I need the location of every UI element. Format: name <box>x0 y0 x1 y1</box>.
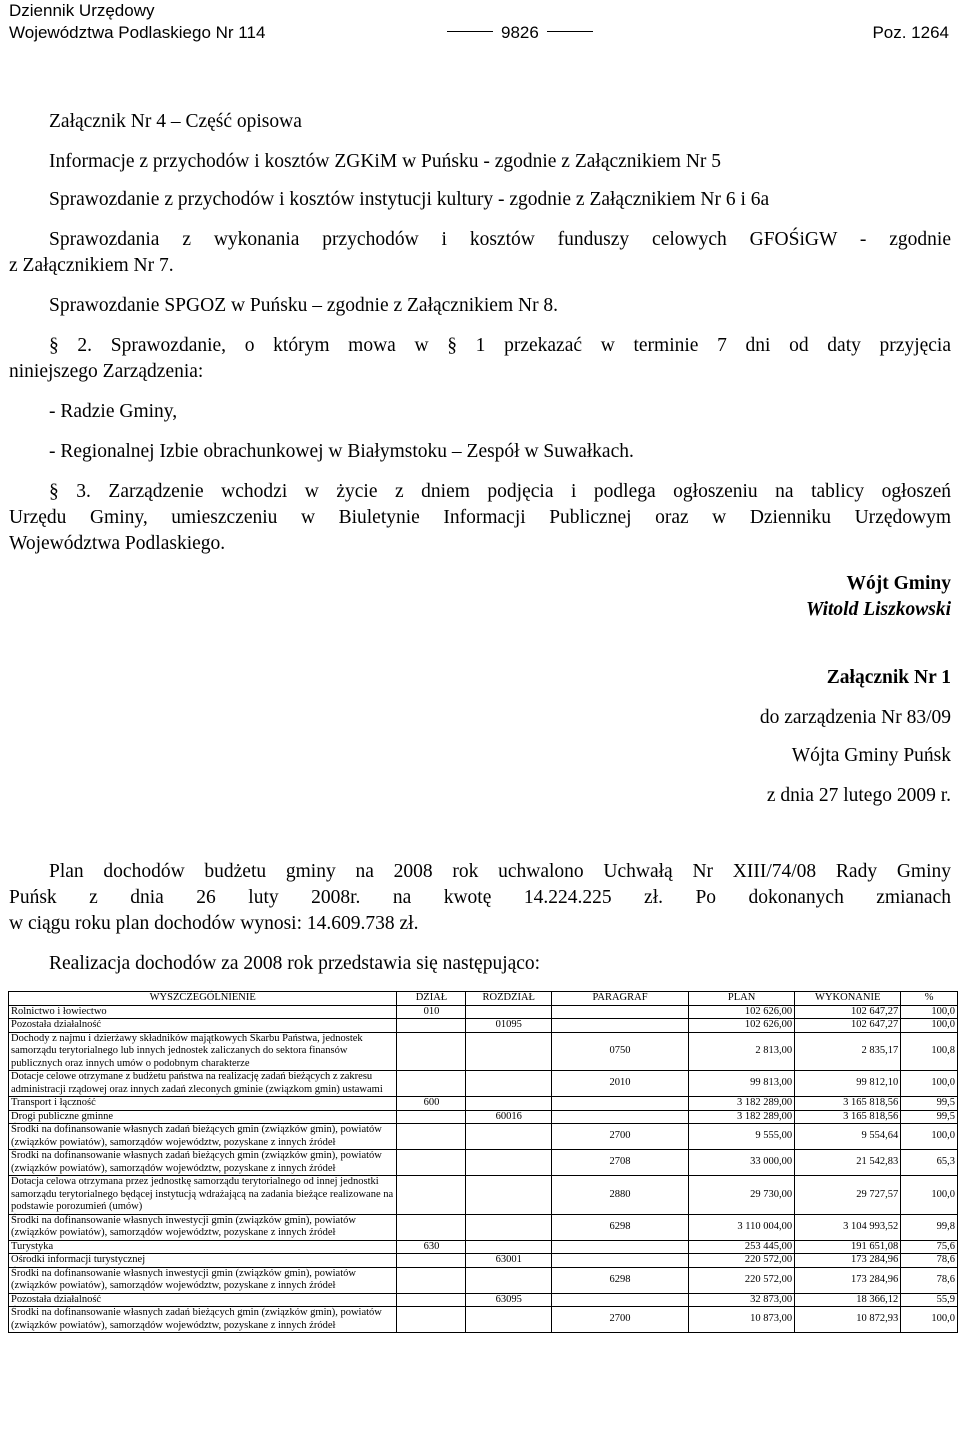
cell-description: Drogi publiczne gminne <box>9 1110 397 1124</box>
cell-plan: 10 873,00 <box>689 1307 795 1333</box>
paragraph-zgkim: Informacje z przychodów i kosztów ZGKiM w Puńsku - zgodnie z Załącznikiem Nr 5 <box>49 151 722 172</box>
cell-division <box>397 1176 466 1215</box>
cell-division <box>397 1032 466 1071</box>
cell-description: Środki na dofinansowanie własnych inwestycji gmin (związków gmin), powiatów (związków powiatów), samorządów województw, pozyskane z innych źródeł <box>9 1267 397 1293</box>
col-header-percent: % <box>901 992 958 1006</box>
cell-division <box>397 1293 466 1307</box>
cell-paragraph <box>552 1254 689 1268</box>
cell-description: Dotacje celowe otrzymane z budżetu państwa na realizację zadań bieżących z zakresu administracji rządowej oraz innych zadań zleconych gminie (związkom gmin) ustawami <box>9 1071 397 1097</box>
section-2-line2: niniejszego Zarządzenia: <box>9 361 204 382</box>
table-row <box>9 1110 958 1124</box>
cell-division <box>397 1150 466 1176</box>
cell-chapter <box>466 1124 552 1150</box>
cell-chapter <box>466 1240 552 1254</box>
cell-division <box>397 1267 466 1293</box>
section-2-line1: § 2. Sprawozdanie, o którym mowa w § 1 przekazać w terminie 7 dni od daty przyjęcia <box>49 335 951 356</box>
cell-plan: 33 000,00 <box>689 1150 795 1176</box>
cell-percent: 100,0 <box>901 1019 958 1033</box>
cell-execution: 102 647,27 <box>795 1005 901 1019</box>
cell-plan: 29 730,00 <box>689 1176 795 1215</box>
cell-plan: 102 626,00 <box>689 1005 795 1019</box>
cell-paragraph: 2708 <box>552 1150 689 1176</box>
cell-description: Rolnictwo i łowiectwo <box>9 1005 397 1019</box>
cell-plan: 99 813,00 <box>689 1071 795 1097</box>
cell-execution: 10 872,93 <box>795 1307 901 1333</box>
cell-percent: 99,5 <box>901 1110 958 1124</box>
cell-execution: 3 165 818,56 <box>795 1110 901 1124</box>
cell-chapter <box>466 1307 552 1333</box>
cell-description: Środki na dofinansowanie własnych zadań bieżących gmin (związków gmin), powiatów (związków powiatów), samorządów województw, pozyskane z innych źródeł <box>9 1124 397 1150</box>
signature-title: Wójt Gminy <box>846 573 951 594</box>
cell-execution: 191 651,08 <box>795 1240 901 1254</box>
cell-paragraph <box>552 1110 689 1124</box>
cell-percent: 75,6 <box>901 1240 958 1254</box>
cell-plan: 2 813,00 <box>689 1032 795 1071</box>
cell-execution: 99 812,10 <box>795 1071 901 1097</box>
plan-paragraph-line1: Plan dochodów budżetu gminy na 2008 rok uchwalono Uchwałą Nr XIII/74/08 Rady Gminy <box>49 861 951 882</box>
cell-paragraph: 0750 <box>552 1032 689 1071</box>
cell-plan: 3 182 289,00 <box>689 1097 795 1111</box>
section-3-line3: Województwa Podlaskiego. <box>9 533 226 554</box>
cell-execution: 173 284,96 <box>795 1254 901 1268</box>
table-row <box>9 1071 958 1097</box>
table-row <box>9 1019 958 1033</box>
cell-paragraph: 2700 <box>552 1124 689 1150</box>
cell-description: Turystyka <box>9 1240 397 1254</box>
cell-description: Transport i łączność <box>9 1097 397 1111</box>
cell-plan: 253 445,00 <box>689 1240 795 1254</box>
annex-1-ordinance: do zarządzenia Nr 83/09 <box>759 707 951 728</box>
cell-plan: 32 873,00 <box>689 1293 795 1307</box>
col-header-execution: WYKONANIE <box>795 992 901 1006</box>
section-3-line2: Urzędu Gminy, umieszczeniu w Biuletynie Informacji Publicznej oraz w Dzienniku Urzędowym <box>9 507 951 528</box>
cell-paragraph <box>552 1019 689 1033</box>
cell-division: 010 <box>397 1005 466 1019</box>
cell-plan: 3 182 289,00 <box>689 1110 795 1124</box>
paragraph-spgoz: Sprawozdanie SPGOZ w Puńsku – zgodnie z Załącznikiem Nr 8. <box>49 295 559 316</box>
recipient-list-item: - Regionalnej Izbie obrachunkowej w Białymstoku – Zespół w Suwałkach. <box>49 441 634 462</box>
cell-execution: 3 165 818,56 <box>795 1097 901 1111</box>
recipient-list-item: - Radzie Gminy, <box>49 401 178 422</box>
journal-title: Dziennik Urzędowy <box>9 1 155 20</box>
page-header <box>9 0 949 44</box>
table-body <box>9 1005 958 1333</box>
cell-plan: 220 572,00 <box>689 1267 795 1293</box>
table-row <box>9 1124 958 1150</box>
cell-chapter <box>466 1150 552 1176</box>
cell-chapter <box>466 1071 552 1097</box>
cell-percent: 100,0 <box>901 1124 958 1150</box>
cell-division <box>397 1071 466 1097</box>
table-row <box>9 1307 958 1333</box>
paragraph-culture: Sprawozdanie z przychodów i kosztów instytucji kultury - zgodnie z Załącznikiem Nr 6 i 6a <box>49 189 770 210</box>
cell-paragraph <box>552 1293 689 1307</box>
cell-percent: 100,0 <box>901 1176 958 1215</box>
cell-chapter <box>466 1005 552 1019</box>
cell-division: 630 <box>397 1240 466 1254</box>
cell-execution: 3 104 993,52 <box>795 1214 901 1240</box>
table-row <box>9 1240 958 1254</box>
cell-plan: 9 555,00 <box>689 1124 795 1150</box>
cell-execution: 21 542,83 <box>795 1150 901 1176</box>
cell-chapter <box>466 1267 552 1293</box>
cell-percent: 78,6 <box>901 1254 958 1268</box>
table-row <box>9 1214 958 1240</box>
paragraph-funds-line2: z Załącznikiem Nr 7. <box>9 255 174 276</box>
paragraph-funds-line1: Sprawozdania z wykonania przychodów i kosztów funduszy celowych GFOŚiGW - zgodnie <box>49 229 951 250</box>
cell-plan: 102 626,00 <box>689 1019 795 1033</box>
cell-plan: 3 110 004,00 <box>689 1214 795 1240</box>
cell-description: Środki na dofinansowanie własnych zadań bieżących gmin (związków gmin), powiatów (związków powiatów), samorządów województw, pozyskane z innych źródeł <box>9 1307 397 1333</box>
cell-paragraph <box>552 1097 689 1111</box>
cell-percent: 100,8 <box>901 1032 958 1071</box>
table-row <box>9 1293 958 1307</box>
table-row <box>9 1176 958 1215</box>
journal-subtitle: Województwa Podlaskiego Nr 114 <box>9 23 266 42</box>
cell-division <box>397 1124 466 1150</box>
table-row <box>9 1032 958 1071</box>
table-row <box>9 1254 958 1268</box>
cell-paragraph: 6298 <box>552 1267 689 1293</box>
cell-execution: 9 554,64 <box>795 1124 901 1150</box>
page-number-dash-right <box>547 31 593 32</box>
col-header-paragraph: PARAGRAF <box>552 992 689 1006</box>
cell-percent: 100,0 <box>901 1071 958 1097</box>
cell-chapter <box>466 1032 552 1071</box>
cell-paragraph: 6298 <box>552 1214 689 1240</box>
col-header-plan: PLAN <box>689 992 795 1006</box>
annex-1-date: z dnia 27 lutego 2009 r. <box>766 785 951 806</box>
cell-division <box>397 1214 466 1240</box>
cell-execution: 29 727,57 <box>795 1176 901 1215</box>
cell-description: Pozostała działalność <box>9 1293 397 1307</box>
annex-1-authority: Wójta Gminy Puńsk <box>791 745 951 766</box>
page-number: 9826 <box>501 23 539 42</box>
cell-description: Pozostała działalność <box>9 1019 397 1033</box>
cell-percent: 99,5 <box>901 1097 958 1111</box>
cell-execution: 2 835,17 <box>795 1032 901 1071</box>
cell-percent: 55,9 <box>901 1293 958 1307</box>
income-table <box>8 991 958 1333</box>
col-header-description: WYSZCZEGÓLNIENIE <box>9 992 397 1006</box>
position-number: Poz. 1264 <box>872 23 949 42</box>
cell-paragraph: 2880 <box>552 1176 689 1215</box>
plan-paragraph-line3: w ciągu roku plan dochodów wynosi: 14.609.738 zł. <box>9 913 419 934</box>
cell-execution: 102 647,27 <box>795 1019 901 1033</box>
cell-paragraph <box>552 1240 689 1254</box>
table-header-row <box>9 992 958 1006</box>
cell-division <box>397 1019 466 1033</box>
cell-description: Dotacja celowa otrzymana przez jednostkę samorządu terytorialnego od innej jednostki samorządu terytorialnego będącej instytucją wdrażającą na zadania bieżące realizowane na podstawie porozumień (umów) <box>9 1176 397 1215</box>
realization-intro: Realizacja dochodów za 2008 rok przedstawia się następująco: <box>49 953 541 974</box>
cell-description: Dochody z najmu i dzierżawy składników majątkowych Skarbu Państwa, jednostek samorządu terytorialnego lub innych jednostek zaliczanych do sektora finansów publicznych oraz innych umów o podobnym charakterze <box>9 1032 397 1071</box>
cell-chapter: 63001 <box>466 1254 552 1268</box>
cell-chapter <box>466 1097 552 1111</box>
table-row <box>9 1267 958 1293</box>
cell-division <box>397 1307 466 1333</box>
cell-chapter <box>466 1176 552 1215</box>
cell-division: 600 <box>397 1097 466 1111</box>
cell-percent: 78,6 <box>901 1267 958 1293</box>
cell-chapter: 60016 <box>466 1110 552 1124</box>
col-header-chapter: ROZDZIAŁ <box>466 992 552 1006</box>
cell-paragraph <box>552 1005 689 1019</box>
table-row <box>9 1097 958 1111</box>
annex-1-title: Załącznik Nr 1 <box>826 667 951 688</box>
cell-paragraph: 2010 <box>552 1071 689 1097</box>
table-row <box>9 1005 958 1019</box>
cell-execution: 18 366,12 <box>795 1293 901 1307</box>
cell-paragraph: 2700 <box>552 1307 689 1333</box>
cell-division <box>397 1254 466 1268</box>
cell-plan: 220 572,00 <box>689 1254 795 1268</box>
signature-name: Witold Liszkowski <box>805 599 951 620</box>
plan-paragraph-line2: Puńsk z dnia 26 luty 2008r. na kwotę 14.224.225 zł. Po dokonanych zmianach <box>9 887 951 908</box>
annex-4-title: Załącznik Nr 4 – Część opisowa <box>49 111 302 132</box>
table-row <box>9 1150 958 1176</box>
col-header-division: DZIAŁ <box>397 992 466 1006</box>
cell-chapter: 01095 <box>466 1019 552 1033</box>
cell-description: Środki na dofinansowanie własnych zadań bieżących gmin (związków gmin), powiatów (związków powiatów), samorządów województw, pozyskane z innych źródeł <box>9 1150 397 1176</box>
cell-division <box>397 1110 466 1124</box>
cell-percent: 65,3 <box>901 1150 958 1176</box>
section-3-line1: § 3. Zarządzenie wchodzi w życie z dniem podjęcia i podlega ogłoszeniu na tablicy ogłoszeń <box>49 481 951 502</box>
page-number-dash-left <box>447 31 493 32</box>
cell-description: Ośrodki informacji turystycznej <box>9 1254 397 1268</box>
cell-chapter <box>466 1214 552 1240</box>
cell-percent: 100,0 <box>901 1005 958 1019</box>
cell-percent: 99,8 <box>901 1214 958 1240</box>
cell-description: Środki na dofinansowanie własnych inwestycji gmin (związków gmin), powiatów (związków powiatów), samorządów województw, pozyskane z innych źródeł <box>9 1214 397 1240</box>
cell-percent: 100,0 <box>901 1307 958 1333</box>
cell-chapter: 63095 <box>466 1293 552 1307</box>
page-number-block <box>439 22 601 44</box>
cell-execution: 173 284,96 <box>795 1267 901 1293</box>
